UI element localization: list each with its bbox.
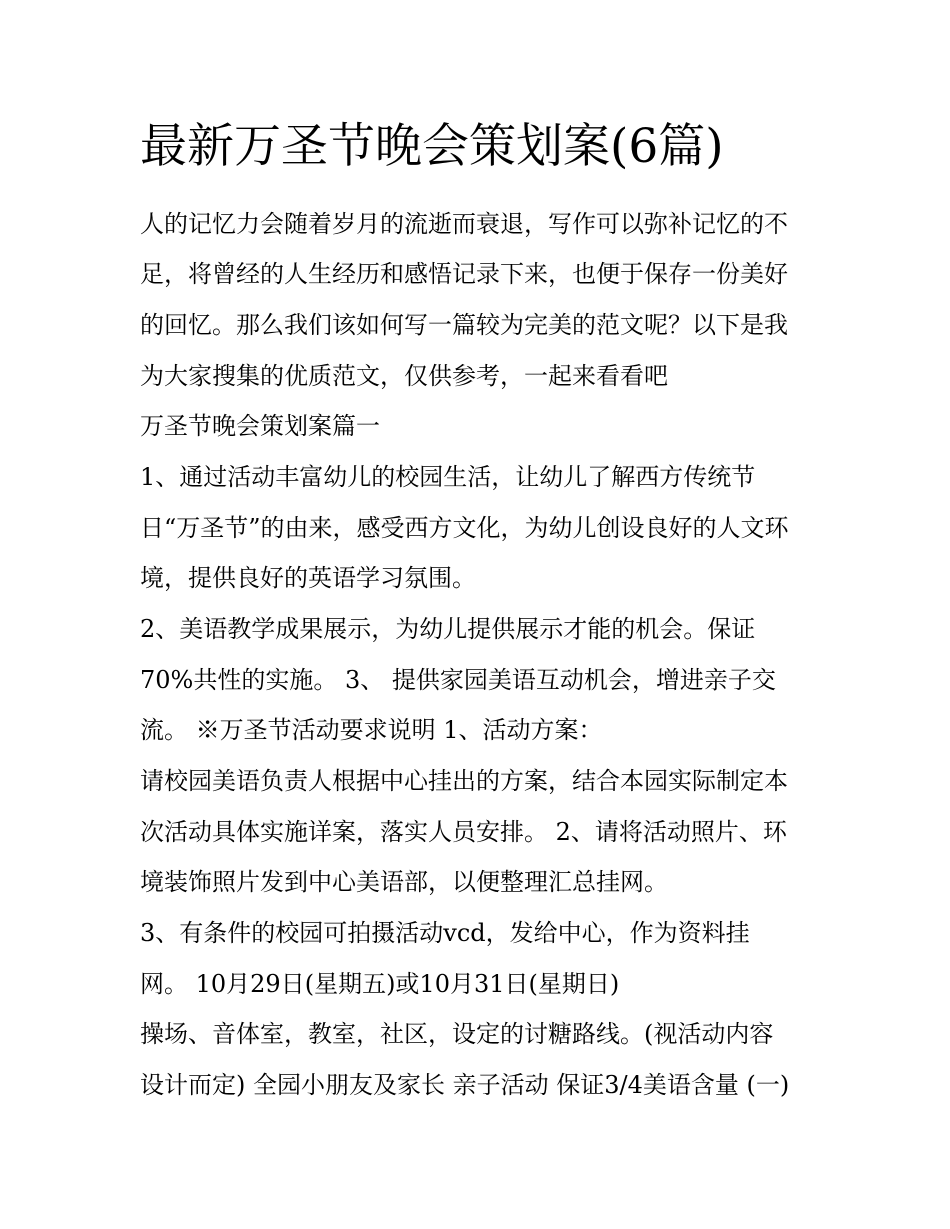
paragraph-line: 为大家搜集的优质范文，仅供参考，一起来看看吧 [140,362,668,390]
paragraph-line: 流。 ※万圣节活动要求说明 1、活动方案： [140,716,603,744]
paragraph-line: 次活动具体实施详案，落实人员安排。 2、请将活动照片、环 [140,818,787,846]
paragraph-line: 足，将曾经的人生经历和感悟记录下来，也便于保存一份美好 [140,260,788,288]
paragraph-line: 人的记忆力会随着岁月的流逝而衰退，写作可以弥补记忆的不 [140,210,788,238]
paragraph-line: 的回忆。那么我们该如何写一篇较为完美的范文呢？以下是我 [140,311,788,339]
paragraph-line: 70%共性的实施。 3、 提供家园美语互动机会，增进亲子交 [140,666,776,694]
paragraph-line: 请校园美语负责人根据中心挂出的方案，结合本园实际制定本 [140,767,788,795]
paragraph-line: 境装饰照片发到中心美语部，以便整理汇总挂网。 [140,868,668,896]
paragraph-line: 操场、音体室，教室，社区，设定的讨糖路线。(视活动内容 [140,1020,774,1048]
paragraph-line: 2、美语教学成果展示，为幼儿提供展示才能的机会。保证 [140,615,756,643]
paragraph-line: 网。 10月29日(星期五)或10月31日(星期日) [140,970,620,998]
document-title: 最新万圣节晚会策划案(6篇) [140,119,724,174]
section-heading: 万圣节晚会策划案篇一 [140,412,380,440]
paragraph-line: 日“万圣节”的由来，感受西方文化，为幼儿创设良好的人文环 [140,514,789,542]
paragraph-line: 3、有条件的校园可拍摄活动vcd，发给中心，作为资料挂 [140,919,750,947]
paragraph-line: 境，提供良好的英语学习氛围。 [140,564,476,592]
paragraph-line: 设计而定) 全园小朋友及家长 亲子活动 保证3/4美语含量 (一) [140,1071,790,1099]
paragraph-line: 1、通过活动丰富幼儿的校园生活，让幼儿了解西方传统节 [140,463,756,491]
